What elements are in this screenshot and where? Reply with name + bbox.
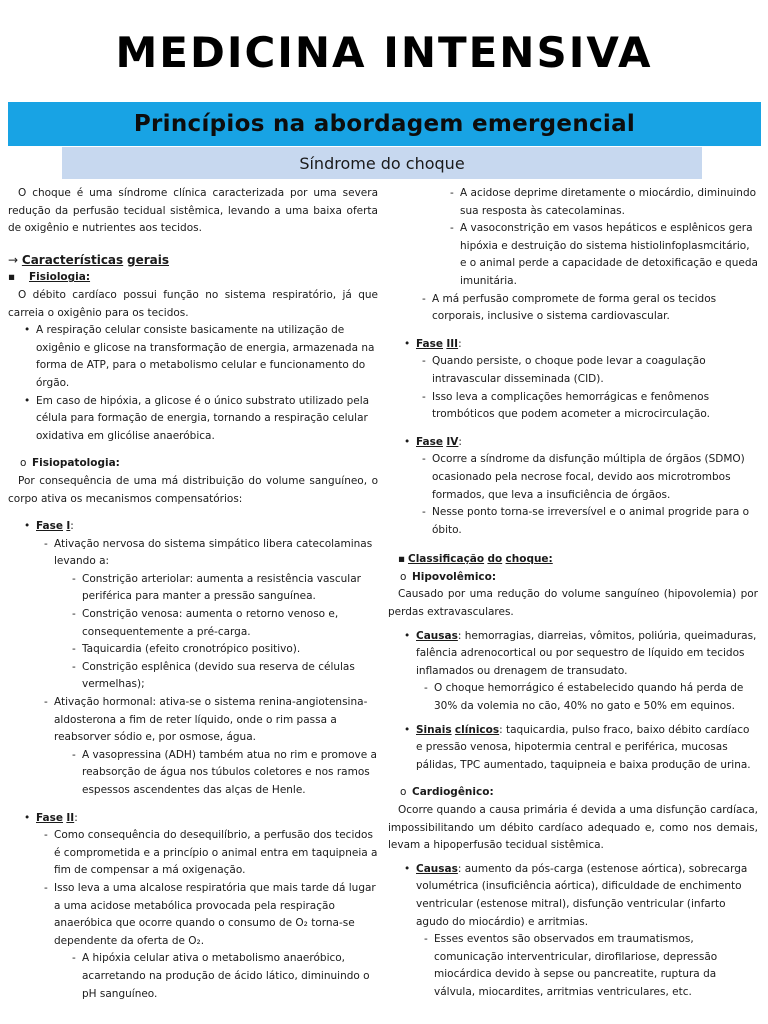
list-item: - A hipóxia celular ativa o metabolismo anaeróbico, acarretando na produção de ácido lático, diminuindo o pH sanguíneo. bbox=[72, 952, 370, 1000]
hipovolemico-paragraph: Causado por uma redução do volume sanguíneo (hipovolemia) por perdas extravasculares. bbox=[388, 588, 758, 619]
cardiogenico-paragraph: Ocorre quando a causa primária é devida a uma disfunção cardíaca, impossibilitando um débito cardíaco adequado e, como nos demais, levam a hipoperfusão tecidual sistêmica. bbox=[388, 804, 758, 852]
list-item: • Em caso de hipóxia, a glicose é o único substrato utilizado pela célula para formação de energia, tornando a respiração celular oxidativa em glicólise anaeróbica. bbox=[24, 394, 370, 442]
list-item: • Sinais clínicos: taquicardia, pulso fraco, baixo débito cardíaco e pressão venosa, hipotermia central e periférica, mucosas pálidas, TPC aumentado, taquipneia e baixa produção de urina. bbox=[404, 723, 751, 771]
list-item: - Como consequência do desequilíbrio, a perfusão dos tecidos é comprometida e a princípio o animal entra em taquipneia a fim de compensar a má oxigenação. bbox=[44, 829, 378, 877]
circle-bullet-icon: o bbox=[20, 457, 27, 470]
list-item: • Causas: aumento da pós-carga (estenose aórtica), sobrecarga volumétrica (insuficiência aórtica), dificuldade de enchimento ventricular (estenose mitral), disfunção ventricular (infarto agudo do miocárdio) e arritmias. bbox=[404, 862, 748, 928]
list-item: - Constrição venosa: aumenta o retorno venoso e, consequentemente a pré-carga. bbox=[72, 608, 339, 638]
fase3-heading: • Fase III: bbox=[388, 336, 758, 354]
list-item: • Causas: hemorragias, diarreias, vômitos, poliúria, queimaduras, falência adrenocortical ou por sequestro de líquido em tecidos inflamados ou drenagem de transudato. bbox=[404, 629, 757, 677]
right-column bbox=[388, 185, 758, 1002]
page-title: MEDICINA INTENSIVA bbox=[115, 28, 653, 77]
fase4-heading: • Fase IV: bbox=[388, 434, 758, 452]
list-item: - Ativação nervosa do sistema simpático libera catecolaminas levando a: bbox=[44, 537, 373, 568]
caracteristicas-heading bbox=[8, 252, 378, 270]
fisiologia-paragraph: O débito cardíaco possui função no sistema respiratório, já que carreia o oxigênio para os tecidos. bbox=[8, 288, 378, 319]
bullet-icon: • bbox=[24, 394, 31, 407]
section-banner bbox=[62, 147, 702, 179]
fase1-heading: • Fase I: bbox=[8, 518, 378, 536]
bullet-icon: • bbox=[24, 520, 31, 533]
bullet-icon: • bbox=[24, 811, 31, 824]
list-item: - Quando persiste, o choque pode levar a coagulação intravascular disseminada (CID). bbox=[422, 355, 706, 385]
bullet-icon: • bbox=[24, 324, 31, 337]
gerais-word: gerais bbox=[127, 252, 170, 267]
circle-bullet-icon: o bbox=[400, 786, 407, 799]
hipovolemico-heading: o Hipovolêmico: bbox=[388, 569, 758, 587]
list-item: - A vasoconstrição em vasos hepáticos e esplênicos gera hipóxia e destruição do sistema histiolinfoplasmcitário, e o animal perde a capacidade de detoxificação e queda imunitária. bbox=[450, 222, 758, 287]
list-item: • A respiração celular consiste basicamente na utilização de oxigênio e glicose na transformação de energia, armazenada na forma de ATP, para o metabolismo celular e funcionamento do órgão. bbox=[24, 324, 375, 389]
list-item: - Isso leva a uma alcalose respiratória que mais tarde dá lugar a uma acidose metabólica provocada pela respiração anaeróbica que ocorre quando o consumo de O₂ torna-se dependente da oferta de O₂. bbox=[44, 881, 376, 947]
square-bullet-icon: ▪ bbox=[398, 553, 406, 566]
list-item: - Nesse ponto torna-se irreversível e o animal progride para o óbito. bbox=[422, 506, 750, 536]
subtitle-banner bbox=[8, 102, 761, 146]
list-item: - A má perfusão compromete de forma geral os tecidos corporais, inclusive o sistema cardiovascular. bbox=[422, 292, 717, 323]
fisiologia-label: Fisiologia: bbox=[29, 271, 91, 284]
list-item: - A acidose deprime diretamente o miocárdio, diminuindo sua resposta às catecolaminas. bbox=[450, 187, 757, 217]
bullet-icon: • bbox=[404, 435, 411, 448]
caracteristicas-word: Características bbox=[21, 252, 124, 267]
list-item: - Esses eventos são observados em traumatismos, comunicação interventricular, dirofilariose, depressão miocárdica devido à sepse ou pancreatite, ruptura da válvula, miocardites, arritmias ventriculares, etc. bbox=[424, 933, 718, 998]
list-item: - Ocorre a síndrome da disfunção múltipla de órgãos (SDMO) ocasionado pela necrose focal, devido aos microtrombos formados, que leva a insuficiência de órgãos. bbox=[422, 453, 745, 501]
bullet-icon: • bbox=[404, 629, 411, 642]
bullet-icon: • bbox=[404, 723, 411, 736]
list-item: - Taquicardia (efeito cronotrópico positivo). bbox=[72, 643, 301, 656]
list-item: - Constrição arteriolar: aumenta a resistência vascular periférica para manter a pressão sanguínea. bbox=[72, 572, 361, 603]
circle-bullet-icon: o bbox=[400, 570, 407, 583]
list-item: - Isso leva a complicações hemorrágicas e fenômenos trombóticos que podem acometer a microcirculação. bbox=[422, 390, 710, 421]
list-item: - O choque hemorrágico é estabelecido quando há perda de 30% da volemia no cão, 40% no gato e 50% em equinos. bbox=[424, 682, 744, 713]
classificacao-heading: ▪ Classificação do choque: bbox=[388, 551, 758, 569]
left-column bbox=[8, 185, 378, 1003]
fisiologia-heading bbox=[8, 269, 378, 287]
cardiogenico-heading: o Cardiogênico: bbox=[388, 784, 758, 802]
list-item: - Ativação hormonal: ativa-se o sistema renina-angiotensina-aldosterona a fim de reter líquido, onde o rim passa a reabsorver sódio e, por osmose, água. bbox=[44, 696, 368, 744]
list-item: - A vasopressina (ADH) também atua no rim e promove a reabsorção de água nos túbulos coletores e nos ramos espessos ascendentes das alças de Henle. bbox=[72, 748, 377, 796]
subtitle-text: Princípios na abordagem emergencial bbox=[133, 111, 636, 137]
bullet-icon: • bbox=[404, 862, 411, 875]
fisiopatologia-heading: o Fisiopatologia: bbox=[8, 455, 378, 473]
intro-paragraph: O choque é uma síndrome clínica caracterizada por uma severa redução da perfusão tecidual sistêmica, levando a uma baixa oferta de oxigênio e nutrientes aos tecidos. bbox=[8, 187, 378, 235]
list-item: - Constrição esplênica (devido sua reserva de células vermelhas); bbox=[72, 660, 355, 691]
arrow-icon: → bbox=[8, 252, 19, 267]
bullet-icon: • bbox=[404, 337, 411, 350]
fisiopatologia-paragraph: Por consequência de uma má distribuição do volume sanguíneo, o corpo ativa os mecanismos compensatórios: bbox=[8, 474, 378, 505]
fase2-heading: • Fase II: bbox=[8, 810, 378, 828]
square-bullet-icon: ▪ bbox=[8, 271, 16, 284]
section-heading: Síndrome do choque bbox=[299, 153, 465, 173]
